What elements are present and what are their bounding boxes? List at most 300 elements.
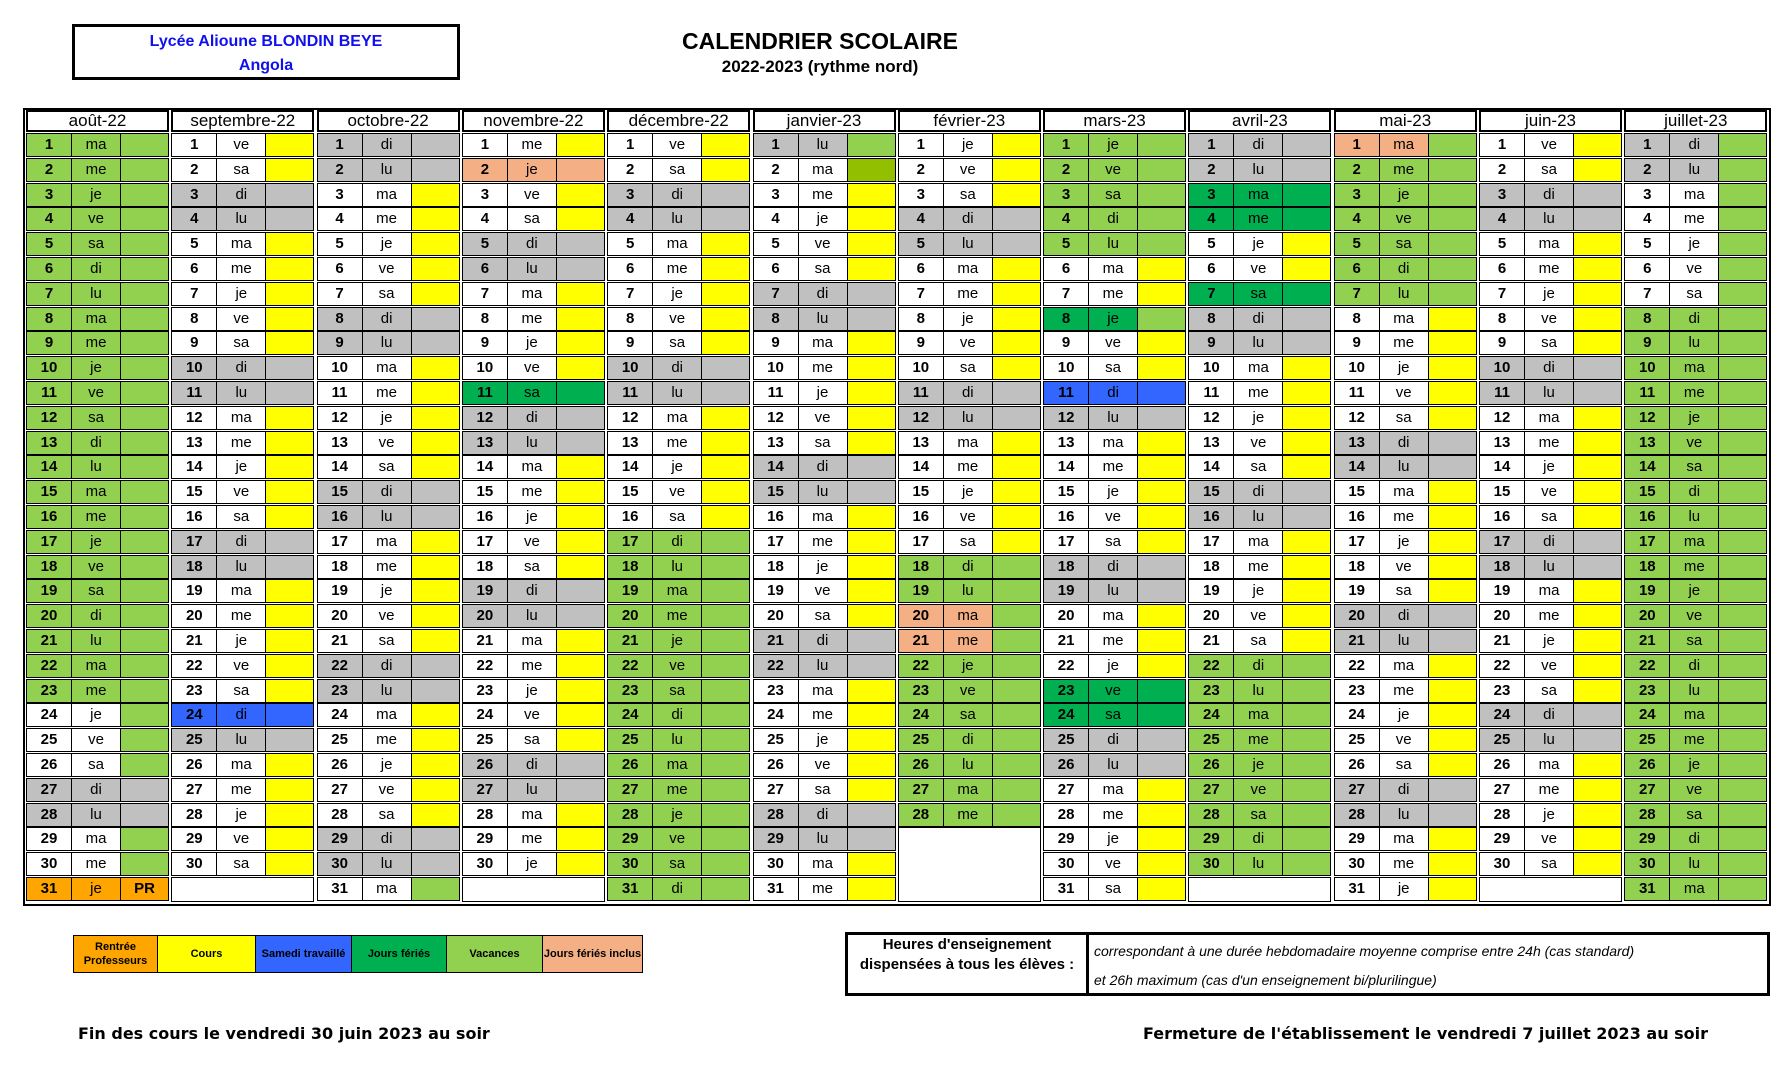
month-header: mai-23 — [1334, 110, 1477, 132]
day-number: 16 — [1044, 506, 1089, 528]
day-weekday: di — [508, 580, 557, 602]
day-weekday: lu — [508, 432, 557, 454]
legend-item: Rentrée Professeurs — [73, 935, 158, 973]
day-weekday: ve — [653, 134, 702, 156]
day-number: 13 — [754, 432, 799, 454]
day-number: 28 — [1480, 804, 1525, 826]
day-row — [1188, 753, 1331, 777]
day-weekday: ma — [944, 432, 993, 454]
day-row — [1334, 331, 1477, 355]
day-weekday: me — [508, 134, 557, 156]
day-marker — [993, 159, 1040, 181]
day-weekday: je — [363, 754, 412, 776]
day-number: 26 — [608, 754, 653, 776]
day-row — [171, 555, 314, 579]
day-marker — [412, 208, 459, 230]
hours-label: Heures d'enseignement dispensées à tous les élèves : — [848, 935, 1089, 993]
day-number: 23 — [1335, 680, 1380, 702]
day-row — [26, 852, 169, 876]
day-row — [1334, 480, 1477, 504]
day-marker — [1719, 580, 1766, 602]
day-row — [1479, 257, 1622, 281]
day-row — [607, 282, 750, 306]
day-row — [1043, 381, 1186, 405]
day-number: 3 — [1189, 184, 1234, 206]
day-weekday: lu — [799, 828, 848, 850]
day-row — [607, 753, 750, 777]
day-weekday: lu — [944, 580, 993, 602]
day-weekday: ma — [944, 258, 993, 280]
day-weekday: lu — [799, 134, 848, 156]
day-weekday: ma — [944, 605, 993, 627]
day-weekday: je — [1380, 184, 1429, 206]
day-weekday: me — [944, 630, 993, 652]
day-weekday: lu — [653, 382, 702, 404]
day-marker — [1574, 283, 1621, 305]
day-number: 18 — [27, 556, 72, 578]
day-row — [26, 778, 169, 802]
day-row — [898, 356, 1041, 380]
day-weekday: di — [217, 704, 266, 726]
day-row — [1624, 431, 1767, 455]
day-row — [317, 604, 460, 628]
day-row — [1188, 629, 1331, 653]
day-marker — [121, 332, 168, 354]
day-number: 19 — [172, 580, 217, 602]
day-weekday: je — [1234, 407, 1283, 429]
day-row — [1188, 406, 1331, 430]
day-row — [1043, 282, 1186, 306]
day-marker — [557, 754, 604, 776]
day-weekday: di — [363, 134, 412, 156]
day-weekday: lu — [653, 556, 702, 578]
day-number: 4 — [1625, 208, 1670, 230]
day-row — [1043, 555, 1186, 579]
day-weekday: ma — [217, 407, 266, 429]
day-row — [26, 307, 169, 331]
day-weekday: je — [944, 308, 993, 330]
day-number: 17 — [754, 531, 799, 553]
footer-left: Fin des cours le vendredi 30 juin 2023 au soir — [78, 1024, 490, 1043]
hours-line-2: et 26h maximum (cas d'un enseignement bi/plurilingue) — [1094, 972, 1437, 988]
day-marker — [557, 729, 604, 751]
day-marker — [848, 332, 895, 354]
day-marker — [1574, 208, 1621, 230]
day-weekday: ma — [508, 283, 557, 305]
day-marker — [1283, 407, 1330, 429]
empty-cell — [462, 877, 605, 902]
day-weekday: sa — [1089, 878, 1138, 900]
day-row — [462, 431, 605, 455]
day-number: 1 — [1044, 134, 1089, 156]
day-row — [1043, 530, 1186, 554]
month-header: juillet-23 — [1624, 110, 1767, 132]
day-row — [1188, 331, 1331, 355]
legend-item: Jours fériés — [352, 935, 447, 973]
day-number: 4 — [463, 208, 508, 230]
day-marker — [1138, 332, 1185, 354]
day-weekday: lu — [799, 308, 848, 330]
month-header: avril-23 — [1188, 110, 1331, 132]
day-weekday: je — [653, 283, 702, 305]
day-row — [317, 232, 460, 256]
day-marker — [1719, 754, 1766, 776]
day-marker — [848, 382, 895, 404]
day-number: 23 — [172, 680, 217, 702]
day-number: 2 — [318, 159, 363, 181]
day-weekday: ma — [799, 332, 848, 354]
day-weekday: lu — [363, 332, 412, 354]
day-row — [1188, 778, 1331, 802]
day-row — [1624, 282, 1767, 306]
day-weekday: sa — [799, 605, 848, 627]
day-number: 27 — [318, 779, 363, 801]
day-number: 10 — [172, 357, 217, 379]
day-marker — [702, 432, 749, 454]
day-marker — [121, 580, 168, 602]
day-marker — [702, 630, 749, 652]
day-row — [462, 629, 605, 653]
day-row — [1334, 406, 1477, 430]
day-number: 22 — [1189, 655, 1234, 677]
day-row — [753, 778, 896, 802]
day-weekday: ma — [363, 357, 412, 379]
day-row — [607, 877, 750, 901]
day-row — [1043, 753, 1186, 777]
day-row — [26, 505, 169, 529]
day-weekday: je — [1380, 357, 1429, 379]
day-marker — [557, 828, 604, 850]
day-marker — [848, 580, 895, 602]
day-marker — [266, 655, 313, 677]
day-weekday: di — [1670, 481, 1719, 503]
day-weekday: je — [1670, 233, 1719, 255]
day-number: 18 — [1625, 556, 1670, 578]
day-number: 30 — [172, 853, 217, 875]
day-weekday: sa — [72, 754, 121, 776]
day-weekday: ma — [217, 580, 266, 602]
day-row — [1188, 257, 1331, 281]
day-number: 11 — [608, 382, 653, 404]
day-row — [317, 257, 460, 281]
day-marker — [266, 828, 313, 850]
day-row — [171, 579, 314, 603]
day-marker — [1429, 432, 1476, 454]
day-weekday: je — [217, 456, 266, 478]
day-number: 18 — [1335, 556, 1380, 578]
day-marker — [412, 283, 459, 305]
day-marker — [702, 680, 749, 702]
day-number: 1 — [1189, 134, 1234, 156]
day-row — [317, 679, 460, 703]
day-weekday: sa — [653, 332, 702, 354]
day-row — [1334, 852, 1477, 876]
day-number: 18 — [899, 556, 944, 578]
day-marker — [1283, 357, 1330, 379]
day-marker — [557, 233, 604, 255]
day-row — [171, 480, 314, 504]
day-marker — [266, 754, 313, 776]
day-number: 6 — [1335, 258, 1380, 280]
day-row — [1624, 331, 1767, 355]
day-row — [607, 703, 750, 727]
day-number: 21 — [27, 630, 72, 652]
day-row — [1624, 778, 1767, 802]
day-row — [171, 530, 314, 554]
day-weekday: me — [1234, 382, 1283, 404]
day-marker — [1719, 531, 1766, 553]
day-number: 10 — [1044, 357, 1089, 379]
day-row — [753, 257, 896, 281]
day-row — [898, 530, 1041, 554]
day-marker — [702, 878, 749, 900]
day-weekday: je — [799, 556, 848, 578]
day-row — [171, 753, 314, 777]
day-row — [898, 679, 1041, 703]
day-weekday: me — [1380, 506, 1429, 528]
day-row — [1043, 505, 1186, 529]
day-row — [317, 728, 460, 752]
day-number: 20 — [899, 605, 944, 627]
day-weekday: je — [1089, 134, 1138, 156]
day-weekday: me — [72, 332, 121, 354]
day-weekday: ve — [1670, 779, 1719, 801]
day-row — [1188, 480, 1331, 504]
day-weekday: lu — [508, 258, 557, 280]
day-weekday: sa — [799, 779, 848, 801]
day-marker — [266, 804, 313, 826]
day-number: 31 — [754, 878, 799, 900]
day-number: 15 — [899, 481, 944, 503]
day-row — [462, 133, 605, 157]
day-row — [753, 728, 896, 752]
day-number: 10 — [318, 357, 363, 379]
day-row — [462, 579, 605, 603]
day-number: 12 — [1189, 407, 1234, 429]
day-marker — [1283, 853, 1330, 875]
day-row — [26, 530, 169, 554]
day-weekday: je — [1234, 754, 1283, 776]
day-weekday: di — [72, 258, 121, 280]
day-weekday: ma — [1670, 531, 1719, 553]
day-marker — [1719, 804, 1766, 826]
day-row — [1479, 158, 1622, 182]
day-number: 20 — [608, 605, 653, 627]
day-weekday: ve — [217, 308, 266, 330]
day-marker — [121, 357, 168, 379]
day-number: 18 — [1044, 556, 1089, 578]
day-number: 8 — [463, 308, 508, 330]
day-number: 22 — [463, 655, 508, 677]
day-row — [1624, 530, 1767, 554]
day-marker — [848, 754, 895, 776]
day-marker — [1429, 407, 1476, 429]
day-number: 2 — [899, 159, 944, 181]
day-number: 3 — [27, 184, 72, 206]
day-number: 26 — [318, 754, 363, 776]
day-weekday: je — [1525, 456, 1574, 478]
day-marker — [1719, 233, 1766, 255]
day-number: 15 — [27, 481, 72, 503]
day-marker — [1574, 605, 1621, 627]
day-marker — [848, 208, 895, 230]
day-marker — [266, 556, 313, 578]
day-weekday: ma — [799, 680, 848, 702]
day-row — [171, 703, 314, 727]
day-marker — [1719, 605, 1766, 627]
day-row — [607, 604, 750, 628]
day-marker — [1719, 184, 1766, 206]
day-row — [317, 183, 460, 207]
day-number: 28 — [27, 804, 72, 826]
day-row — [1624, 555, 1767, 579]
day-row — [171, 257, 314, 281]
day-weekday: lu — [1234, 159, 1283, 181]
day-row — [171, 629, 314, 653]
day-row — [1624, 579, 1767, 603]
day-weekday: je — [1380, 704, 1429, 726]
day-marker — [557, 779, 604, 801]
day-marker — [557, 308, 604, 330]
day-row — [317, 555, 460, 579]
day-row — [462, 207, 605, 231]
day-row — [898, 604, 1041, 628]
day-number: 19 — [1335, 580, 1380, 602]
day-weekday: ma — [1525, 754, 1574, 776]
day-row — [317, 282, 460, 306]
day-number: 16 — [1335, 506, 1380, 528]
day-row — [1479, 480, 1622, 504]
day-row — [753, 232, 896, 256]
day-weekday: ve — [799, 407, 848, 429]
day-row — [898, 158, 1041, 182]
day-marker — [1138, 481, 1185, 503]
day-marker — [412, 630, 459, 652]
day-marker — [412, 704, 459, 726]
day-marker — [1574, 580, 1621, 602]
day-marker — [412, 605, 459, 627]
day-weekday: sa — [1525, 680, 1574, 702]
day-number: 10 — [899, 357, 944, 379]
day-marker — [1283, 184, 1330, 206]
day-row — [1188, 530, 1331, 554]
day-number: 9 — [754, 332, 799, 354]
day-number: 24 — [318, 704, 363, 726]
day-number: 23 — [27, 680, 72, 702]
day-number: 23 — [899, 680, 944, 702]
day-number: 15 — [463, 481, 508, 503]
day-marker — [1283, 308, 1330, 330]
day-marker — [702, 531, 749, 553]
day-number: 11 — [1335, 382, 1380, 404]
day-weekday: je — [1234, 580, 1283, 602]
day-weekday: sa — [799, 432, 848, 454]
day-row — [1043, 183, 1186, 207]
day-row — [317, 877, 460, 901]
day-weekday: me — [363, 208, 412, 230]
day-row — [607, 827, 750, 851]
day-row — [1334, 604, 1477, 628]
day-marker — [1574, 704, 1621, 726]
day-weekday: sa — [508, 382, 557, 404]
day-row — [26, 555, 169, 579]
day-weekday: je — [363, 233, 412, 255]
day-weekday: je — [944, 481, 993, 503]
day-number: 27 — [1480, 779, 1525, 801]
day-row — [898, 232, 1041, 256]
day-row — [753, 331, 896, 355]
day-row — [1043, 629, 1186, 653]
day-row — [462, 232, 605, 256]
day-row — [607, 431, 750, 455]
day-row — [1188, 852, 1331, 876]
day-number: 9 — [899, 332, 944, 354]
day-number: 6 — [1480, 258, 1525, 280]
day-weekday: ve — [1525, 481, 1574, 503]
day-weekday: me — [799, 704, 848, 726]
day-row — [1188, 356, 1331, 380]
day-row — [898, 555, 1041, 579]
day-number: 16 — [27, 506, 72, 528]
day-row — [753, 406, 896, 430]
legend — [73, 935, 643, 975]
day-row — [753, 579, 896, 603]
day-number: 19 — [1480, 580, 1525, 602]
day-row — [26, 604, 169, 628]
day-marker — [1719, 853, 1766, 875]
day-weekday: lu — [363, 853, 412, 875]
day-marker — [1719, 407, 1766, 429]
day-number: 6 — [463, 258, 508, 280]
day-number: 2 — [1480, 159, 1525, 181]
day-weekday: lu — [1670, 853, 1719, 875]
day-weekday: ve — [508, 531, 557, 553]
day-weekday: ma — [944, 779, 993, 801]
day-marker — [121, 382, 168, 404]
day-weekday: je — [1670, 580, 1719, 602]
day-marker — [1429, 506, 1476, 528]
day-number: 9 — [27, 332, 72, 354]
day-marker — [121, 456, 168, 478]
day-number: 13 — [463, 432, 508, 454]
day-weekday: di — [1089, 729, 1138, 751]
day-weekday: ma — [217, 754, 266, 776]
day-weekday: ve — [1670, 605, 1719, 627]
day-row — [753, 158, 896, 182]
day-weekday: lu — [1234, 332, 1283, 354]
day-number: 8 — [899, 308, 944, 330]
day-number: 14 — [1625, 456, 1670, 478]
day-row — [1043, 406, 1186, 430]
day-row — [26, 406, 169, 430]
day-row — [1334, 356, 1477, 380]
day-number: 20 — [27, 605, 72, 627]
day-marker — [1138, 878, 1185, 900]
day-row — [1624, 654, 1767, 678]
day-row — [1479, 232, 1622, 256]
day-marker — [702, 779, 749, 801]
day-number: 8 — [754, 308, 799, 330]
day-weekday: di — [653, 878, 702, 900]
day-marker — [1283, 332, 1330, 354]
day-weekday: ma — [1089, 432, 1138, 454]
day-weekday: di — [217, 357, 266, 379]
day-marker — [702, 233, 749, 255]
day-number: 24 — [463, 704, 508, 726]
day-row — [753, 852, 896, 876]
legend-item: Jours fériés inclus — [543, 935, 643, 973]
day-weekday: lu — [1089, 754, 1138, 776]
